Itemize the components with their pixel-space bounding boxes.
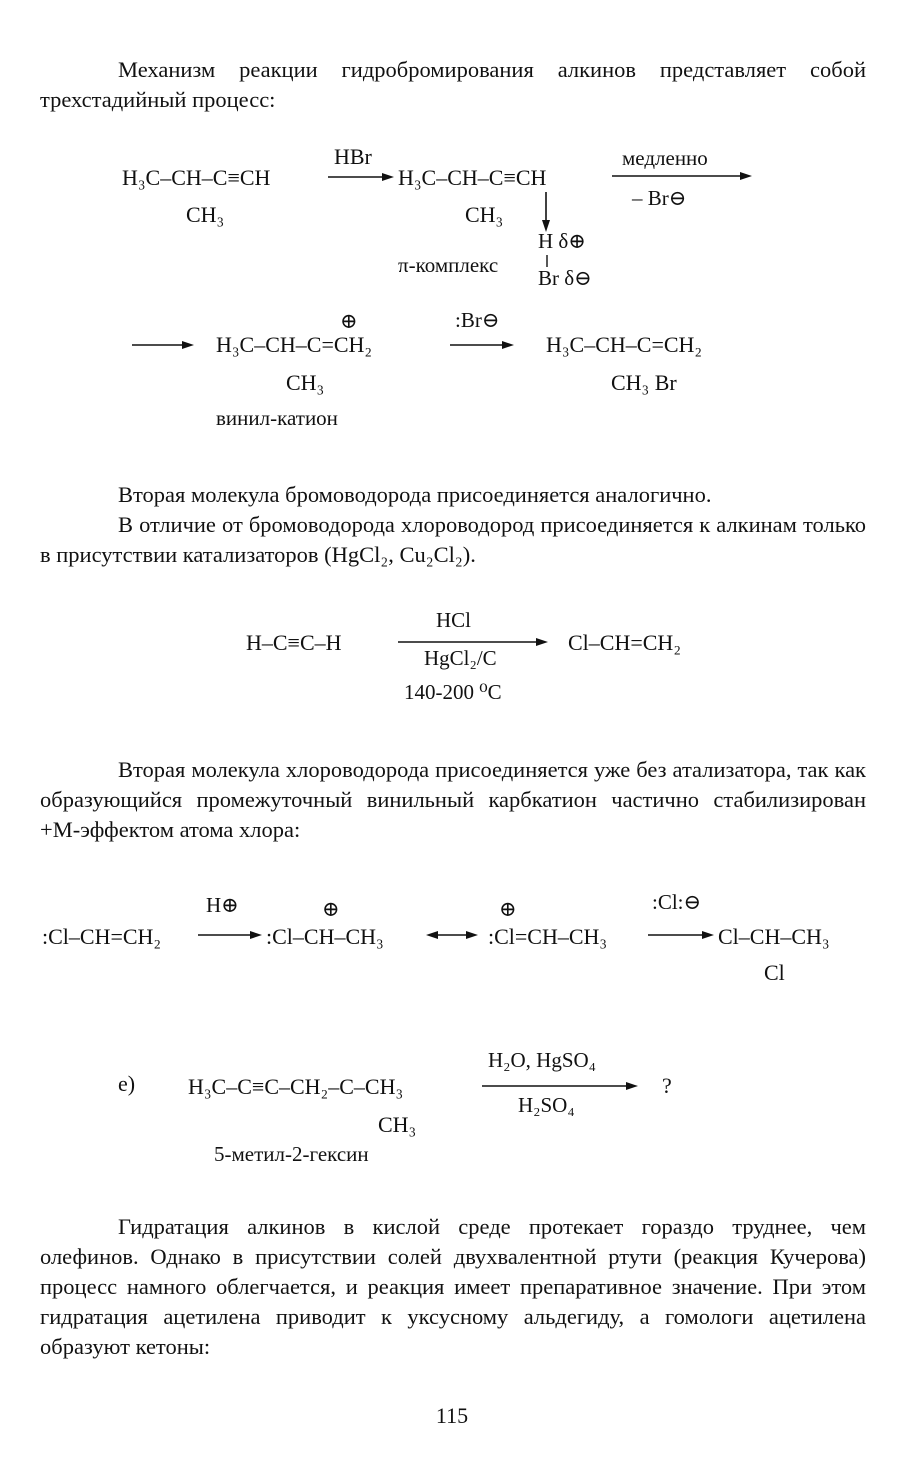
scheme1-arrow-2 bbox=[612, 171, 752, 181]
scheme4-arrow bbox=[482, 1081, 638, 1091]
scheme3-cation2: :Cl=CH–CH₃ bbox=[488, 924, 608, 949]
scheme1-cation-methyl: CH₃ bbox=[286, 370, 325, 395]
scheme1-cation-charge: ⊕ bbox=[340, 309, 358, 333]
scheme1-arrow-3 bbox=[132, 340, 194, 350]
paragraph-second-hcl: Вторая молекула хлороводорода присоединяется уже без атализатора, так как образующийся промежуточный винильный карбкатион частично стабилизирован +M-эффектом атома хлора: bbox=[40, 757, 866, 842]
scheme1-arrow-1 bbox=[328, 172, 394, 182]
scheme1-product-substituents: CH₃ Br bbox=[611, 370, 677, 395]
scheme1-cation-label: винил-катион bbox=[216, 406, 338, 430]
scheme2-acetylene: H–C≡C–H bbox=[246, 630, 342, 655]
scheme1-step3-top: :Br⊖ bbox=[455, 308, 500, 332]
scheme1-product: H₃C–CH–C=CH₂ bbox=[546, 332, 703, 357]
scheme3-cation1-charge: ⊕ bbox=[322, 897, 340, 921]
scheme3-reagent-proton: H⊕ bbox=[206, 893, 239, 917]
scheme3-cation1: :Cl–CH–CH₃ bbox=[266, 924, 384, 949]
scheme4-product-question: ? bbox=[662, 1073, 672, 1098]
scheme3-reactant: :Cl–CH=CH₂ bbox=[42, 924, 162, 949]
scheme2-reagent-hcl: HCl bbox=[436, 608, 472, 632]
paragraph-hcl-catalysts: В отличие от бромоводорода хлороводород присоединяется к алкинам только в присутствии катализаторов (HgCl₂, Cu₂Cl₂). bbox=[40, 512, 866, 567]
scheme1-reactant-methyl: CH₃ bbox=[186, 202, 225, 227]
scheme4-item-label: е) bbox=[118, 1071, 136, 1096]
scheme2-temperature: 140-200 ⁰C bbox=[404, 680, 502, 704]
page-number: 115 bbox=[435, 1403, 469, 1428]
scheme4-reagent-top: H₂O, HgSO₄ bbox=[488, 1048, 596, 1072]
scheme3-arrow-2 bbox=[648, 930, 714, 940]
scheme1-vinyl-cation: H₃C–CH–C=CH₂ bbox=[216, 332, 373, 357]
paragraph-second-molecule: Вторая молекула бромоводорода присоединяется аналогично. bbox=[118, 482, 712, 507]
scheme1-intermediate-methyl: CH₃ bbox=[465, 202, 504, 227]
paragraph-intro: Механизм реакции гидробромирования алкинов представляет собой трехстадийный процесс: bbox=[40, 57, 866, 112]
paragraph-hydration: Гидратация алкинов в кислой среде протекает гораздо труднее, чем олефинов. Однако в присутствии солей двухвалентной ртути (реакция Кучерова) процесс намного облегчается, и реакция имеет препаративное значение. При этом гидратация ацетилена приводит к уксусному альдегиду, а гомологи ацетилена образуют кетоны: bbox=[40, 1214, 866, 1359]
scheme3-arrow-1 bbox=[198, 930, 262, 940]
scheme3-resonance-arrow bbox=[426, 930, 478, 940]
scheme1-complex-br: Br δ⊖ bbox=[538, 266, 592, 290]
scheme4-reagent-bottom: H₂SO₄ bbox=[518, 1093, 575, 1117]
scheme1-step2-bottom: – Br⊖ bbox=[632, 186, 687, 210]
scheme3-cation2-charge: ⊕ bbox=[499, 897, 517, 921]
scheme4-compound-name: 5-метил-2-гексин bbox=[214, 1142, 369, 1166]
scheme3-reagent-chloride: :Cl:⊖ bbox=[652, 890, 702, 914]
scheme1-step2-top: медленно bbox=[622, 146, 708, 170]
scheme1-complex-label: π-комплекс bbox=[398, 253, 499, 277]
scheme3-product-chloro: Cl bbox=[764, 960, 785, 985]
scheme1-complex-arrow bbox=[540, 192, 552, 232]
scheme4-reactant-methyl: CH₃ bbox=[378, 1112, 417, 1137]
scheme1-arrow-4 bbox=[450, 340, 514, 350]
scheme1-complex-h: H δ⊕ bbox=[538, 229, 586, 253]
scheme1-reactant: H₃C–CH–C≡CH bbox=[122, 165, 271, 190]
scheme3-product: Cl–CH–CH₃ bbox=[718, 924, 830, 949]
scheme1-intermediate: H₃C–CH–C≡CH bbox=[398, 165, 547, 190]
scheme1-reagent-hbr: HBr bbox=[334, 144, 372, 169]
scheme2-vinyl-chloride: Cl–CH=CH₂ bbox=[568, 630, 681, 655]
scheme2-catalyst: HgCl₂/C bbox=[424, 646, 497, 670]
scheme4-reactant: H₃C–C≡C–CH₂–C–CH₃ bbox=[188, 1074, 404, 1099]
